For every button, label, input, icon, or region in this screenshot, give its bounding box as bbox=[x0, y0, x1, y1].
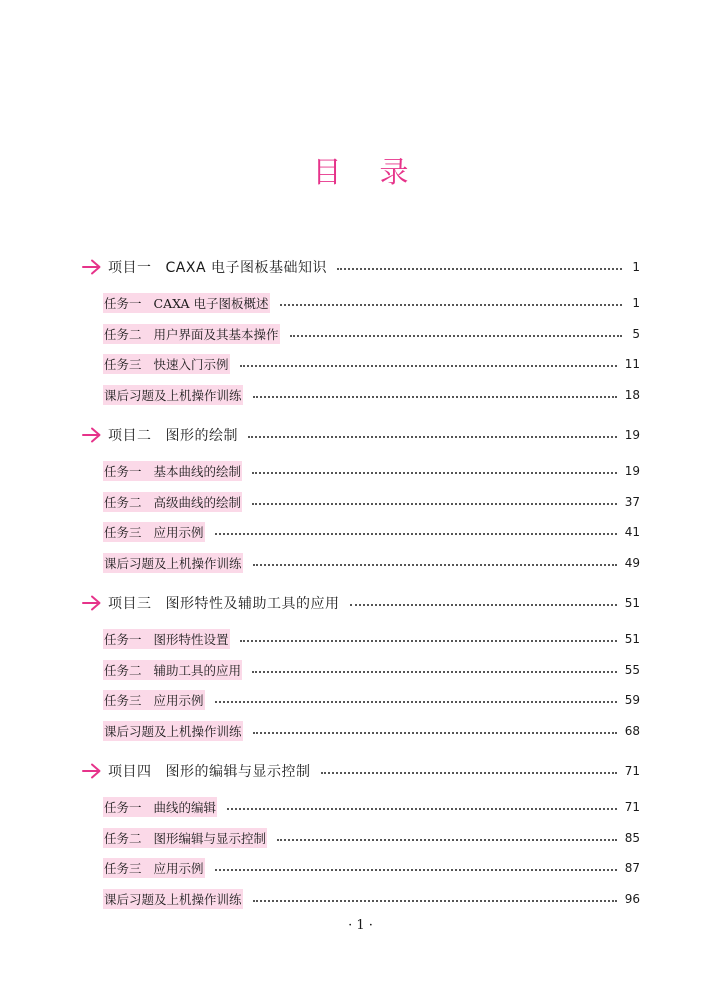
toc-task-row[interactable] bbox=[103, 689, 640, 711]
page-ref: 71 bbox=[624, 764, 640, 778]
arrow-right-icon bbox=[82, 427, 102, 443]
leader-dots bbox=[240, 640, 617, 642]
task-title bbox=[103, 522, 205, 542]
leader-dots bbox=[248, 436, 617, 438]
toc-task-row[interactable] bbox=[103, 521, 640, 543]
project-label: 项目四 bbox=[108, 764, 152, 780]
task-label: 任务二 bbox=[104, 327, 142, 342]
page-title bbox=[0, 150, 721, 191]
toc-task-row[interactable] bbox=[103, 628, 640, 650]
project-title bbox=[108, 761, 311, 781]
task-name: 图形编辑与显示控制 bbox=[153, 831, 267, 846]
task-name: 用户界面及其基本操作 bbox=[153, 327, 279, 342]
page-ref: 1 bbox=[632, 296, 640, 310]
task-name: 图形特性设置 bbox=[153, 632, 229, 647]
title-char: 目 bbox=[312, 155, 342, 189]
task-title bbox=[103, 324, 280, 344]
task-name: 课后习题及上机操作训练 bbox=[104, 892, 242, 907]
task-title bbox=[103, 293, 270, 313]
toc-project-row[interactable] bbox=[82, 592, 640, 614]
leader-dots bbox=[240, 365, 617, 367]
page-ref: 1 bbox=[632, 260, 640, 274]
task-title bbox=[103, 553, 243, 573]
leader-dots bbox=[337, 268, 622, 270]
page-ref: 41 bbox=[624, 525, 640, 539]
toc-task-row[interactable] bbox=[103, 796, 640, 818]
task-title bbox=[103, 889, 243, 909]
toc-task-row[interactable] bbox=[103, 384, 640, 406]
task-name: 高级曲线的绘制 bbox=[153, 495, 242, 510]
page-ref: 37 bbox=[624, 495, 640, 509]
task-label: 任务三 bbox=[104, 525, 142, 540]
task-label: 任务一 bbox=[104, 800, 142, 815]
project-title bbox=[108, 425, 238, 445]
leader-dots bbox=[215, 533, 617, 535]
task-title bbox=[103, 461, 242, 481]
task-title bbox=[103, 660, 242, 680]
title-char: 录 bbox=[379, 155, 409, 189]
task-label: 任务二 bbox=[104, 831, 142, 846]
toc-task-row[interactable] bbox=[103, 491, 640, 513]
task-title bbox=[103, 492, 242, 512]
page-ref: 59 bbox=[624, 693, 640, 707]
page-ref: 68 bbox=[624, 724, 640, 738]
toc-task-row[interactable] bbox=[103, 857, 640, 879]
page-ref: 85 bbox=[624, 831, 640, 845]
leader-dots bbox=[280, 304, 622, 306]
project-label: 项目一 bbox=[108, 260, 152, 276]
leader-dots bbox=[252, 472, 617, 474]
task-title bbox=[103, 721, 243, 741]
toc-project-row[interactable] bbox=[82, 256, 640, 278]
page-ref: 51 bbox=[624, 632, 640, 646]
project-label: 项目二 bbox=[108, 428, 152, 444]
task-title bbox=[103, 629, 230, 649]
task-name: 快速入门示例 bbox=[153, 357, 229, 372]
task-label: 任务一 bbox=[104, 632, 142, 647]
leader-dots bbox=[253, 396, 617, 398]
leader-dots bbox=[215, 701, 617, 703]
toc-task-row[interactable] bbox=[103, 323, 640, 345]
leader-dots bbox=[253, 732, 617, 734]
task-name: 辅助工具的应用 bbox=[153, 663, 242, 678]
arrow-right-icon bbox=[82, 595, 102, 611]
task-title bbox=[103, 354, 230, 374]
task-name: 曲线的编辑 bbox=[153, 800, 217, 815]
project-name: 图形特性及辅助工具的应用 bbox=[165, 596, 340, 612]
task-label: 任务一 bbox=[104, 464, 142, 479]
project-name: CAXA 电子图板基础知识 bbox=[165, 260, 327, 276]
page-ref: 49 bbox=[624, 556, 640, 570]
toc-task-row[interactable] bbox=[103, 827, 640, 849]
leader-dots bbox=[215, 869, 617, 871]
arrow-right-icon bbox=[82, 259, 102, 275]
toc-task-row[interactable] bbox=[103, 659, 640, 681]
project-title bbox=[108, 593, 340, 613]
task-name: 应用示例 bbox=[153, 861, 204, 876]
toc-task-row[interactable] bbox=[103, 292, 640, 314]
project-title bbox=[108, 257, 327, 277]
page-ref: 96 bbox=[624, 892, 640, 906]
toc-task-row[interactable] bbox=[103, 720, 640, 742]
task-name: 课后习题及上机操作训练 bbox=[104, 556, 242, 571]
task-name: 课后习题及上机操作训练 bbox=[104, 724, 242, 739]
leader-dots bbox=[290, 335, 622, 337]
page-ref: 5 bbox=[632, 327, 640, 341]
page-ref: 87 bbox=[624, 861, 640, 875]
toc-project-row[interactable] bbox=[82, 760, 640, 782]
task-label: 任务三 bbox=[104, 861, 142, 876]
page-ref: 55 bbox=[624, 663, 640, 677]
task-label: 任务三 bbox=[104, 693, 142, 708]
page-ref: 71 bbox=[624, 800, 640, 814]
leader-dots bbox=[277, 839, 617, 841]
leader-dots bbox=[321, 772, 617, 774]
task-title bbox=[103, 797, 217, 817]
page-ref: 51 bbox=[624, 596, 640, 610]
project-name: 图形的绘制 bbox=[165, 428, 238, 444]
leader-dots bbox=[253, 564, 617, 566]
toc-task-row[interactable] bbox=[103, 353, 640, 375]
leader-dots bbox=[252, 671, 617, 673]
task-title bbox=[103, 858, 205, 878]
toc-task-row[interactable] bbox=[103, 888, 640, 910]
task-name: 应用示例 bbox=[153, 693, 204, 708]
leader-dots bbox=[350, 604, 617, 606]
arrow-right-icon bbox=[82, 763, 102, 779]
task-name: 应用示例 bbox=[153, 525, 204, 540]
task-title bbox=[103, 690, 205, 710]
page-number: · 1 · bbox=[348, 918, 373, 933]
task-title bbox=[103, 385, 243, 405]
task-name: CAXA 电子图板概述 bbox=[153, 296, 269, 311]
project-label: 项目三 bbox=[108, 596, 152, 612]
leader-dots bbox=[252, 503, 617, 505]
page-ref: 19 bbox=[624, 464, 640, 478]
toc-task-row[interactable] bbox=[103, 552, 640, 574]
task-label: 任务一 bbox=[104, 296, 142, 311]
leader-dots bbox=[227, 808, 617, 810]
task-label: 任务三 bbox=[104, 357, 142, 372]
task-label: 任务二 bbox=[104, 663, 142, 678]
leader-dots bbox=[253, 900, 617, 902]
toc-project-row[interactable] bbox=[82, 424, 640, 446]
task-name: 课后习题及上机操作训练 bbox=[104, 388, 242, 403]
page-ref: 11 bbox=[624, 357, 640, 371]
task-label: 任务二 bbox=[104, 495, 142, 510]
task-title bbox=[103, 828, 267, 848]
page-ref: 19 bbox=[624, 428, 640, 442]
task-name: 基本曲线的绘制 bbox=[153, 464, 242, 479]
page-ref: 18 bbox=[624, 388, 640, 402]
toc-task-row[interactable] bbox=[103, 460, 640, 482]
project-name: 图形的编辑与显示控制 bbox=[165, 764, 311, 780]
